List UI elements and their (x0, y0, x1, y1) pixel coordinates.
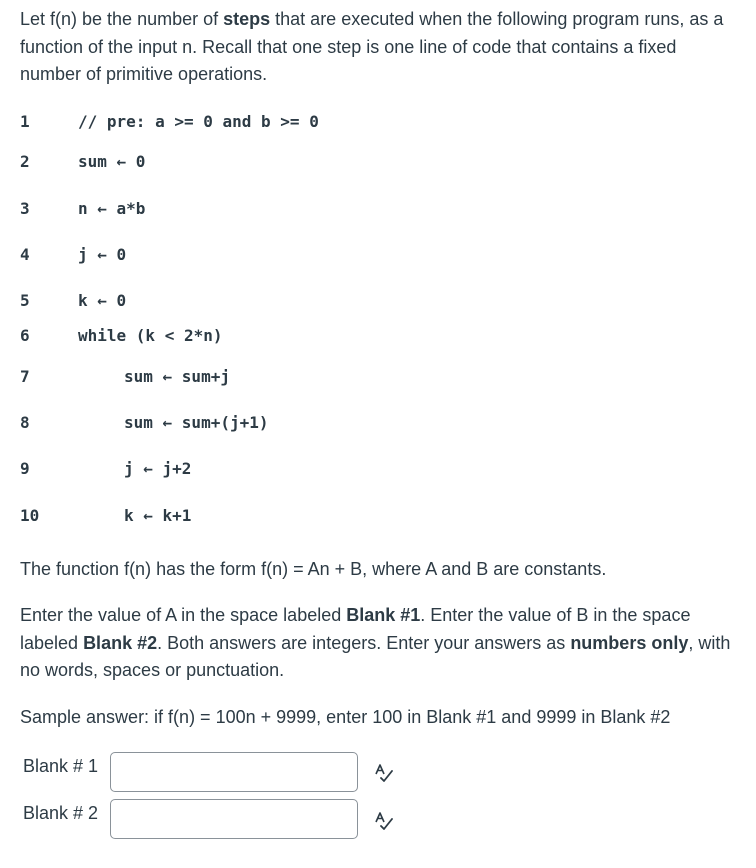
code-text: sum ← sum+(j+1) (124, 413, 269, 432)
line-number: 8 (20, 413, 30, 432)
line-number: 5 (20, 291, 30, 310)
line-number: 1 (20, 112, 30, 131)
instructions-bold: Blank #2 (83, 632, 158, 653)
line-number: 7 (20, 367, 30, 386)
code-text: k ← k+1 (124, 506, 192, 525)
blank-1-input[interactable] (110, 752, 358, 792)
instructions-bold: numbers only (570, 632, 689, 653)
code-line (0, 413, 756, 437)
intro-text-2: that are executed when the following program runs, as a function of the input n. Recall that one step is one line of code that contains a fixed number of primitive operations. (20, 9, 724, 84)
code-line (0, 459, 756, 483)
line-number: 4 (20, 245, 30, 264)
code-text: sum ← 0 (78, 152, 146, 171)
code-text: j ← j+2 (124, 459, 192, 478)
sample-answer: Sample answer: if f(n) = 100n + 9999, enter 100 in Blank #1 and 9999 in Blank #2 (20, 707, 671, 727)
instructions (20, 602, 736, 685)
code-text: while (k < 2*n) (78, 326, 223, 345)
spellcheck-icon[interactable] (373, 810, 395, 832)
form-description: The function f(n) has the form f(n) = An + B, where A and B are constants. (20, 559, 607, 579)
code-line (0, 152, 756, 176)
instructions-bold: Blank #1 (346, 605, 421, 625)
blank-2-label: Blank # 2 (23, 803, 99, 823)
code-line (0, 326, 756, 350)
line-number: 6 (20, 326, 30, 345)
blank-2-input[interactable] (110, 799, 358, 839)
code-line (0, 291, 756, 315)
code-line (0, 367, 756, 391)
code-text: // pre: a >= 0 and b >= 0 (78, 112, 319, 131)
code-text: n ← a*b (78, 199, 146, 218)
blank-1-label: Blank # 1 (23, 756, 99, 776)
intro-bold-steps: steps (223, 9, 271, 29)
line-number: 2 (20, 152, 30, 171)
code-text: sum ← sum+j (124, 367, 230, 386)
code-line (0, 506, 756, 530)
line-number: 10 (20, 506, 40, 525)
instructions-text: , with no words, spaces or punctuation. (20, 632, 731, 680)
intro-paragraph (20, 6, 736, 89)
instructions-text: . Enter the value of B in the space labeled (20, 605, 691, 653)
intro-text-1: Let f(n) be the number of (20, 9, 224, 29)
spellcheck-icon[interactable] (373, 762, 395, 784)
code-line (0, 112, 756, 136)
code-line (0, 245, 756, 269)
instructions-text: Enter the value of A in the space labeled (20, 605, 347, 625)
code-text: k ← 0 (78, 291, 127, 310)
code-line (0, 199, 756, 223)
line-number: 9 (20, 459, 30, 478)
line-number: 3 (20, 199, 30, 218)
instructions-text: . Both answers are integers. Enter your answers as (157, 632, 571, 653)
code-text: j ← 0 (78, 245, 127, 264)
